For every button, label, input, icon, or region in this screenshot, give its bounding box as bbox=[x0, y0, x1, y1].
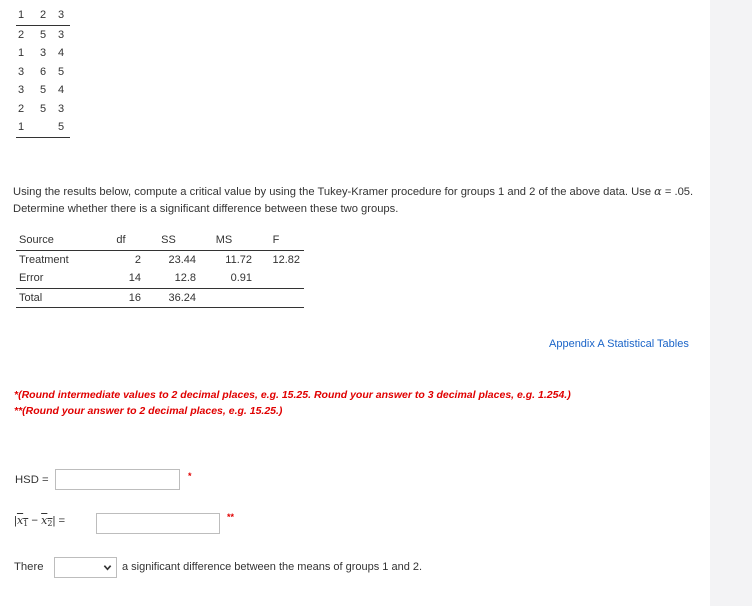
group-cell bbox=[34, 118, 52, 137]
question-prompt bbox=[13, 183, 703, 218]
hsd-mark: * bbox=[188, 471, 192, 481]
right-gutter bbox=[710, 0, 752, 606]
anova-header-ms: MS bbox=[196, 231, 252, 250]
group-header-row bbox=[16, 6, 70, 25]
group-cell: 3 bbox=[18, 84, 25, 97]
anova-row-treatment bbox=[16, 250, 304, 269]
group-cell: 1 bbox=[16, 118, 34, 137]
rounding-instructions bbox=[14, 387, 571, 419]
anova-row-error bbox=[16, 269, 304, 288]
anova-cell-ms: 0.91 bbox=[196, 269, 252, 288]
group-cell: 3 bbox=[18, 65, 25, 78]
anova-header-row bbox=[16, 231, 304, 250]
mean-diff-input[interactable] bbox=[96, 513, 220, 534]
group-cell: 5 bbox=[39, 28, 47, 41]
chevron-down-icon bbox=[103, 563, 112, 572]
abs-bar-right: | bbox=[52, 515, 56, 527]
anova-cell-source: Treatment bbox=[19, 253, 69, 266]
group-cell: 6 bbox=[39, 65, 47, 78]
anova-header-f: F bbox=[252, 231, 304, 250]
anova-cell-df: 14 bbox=[101, 269, 141, 288]
anova-cell-ss: 23.44 bbox=[168, 253, 196, 266]
anova-header-source: Source bbox=[16, 231, 101, 250]
group-row bbox=[16, 63, 70, 82]
group-cell: 3 bbox=[57, 28, 65, 41]
there-label: There bbox=[14, 561, 44, 573]
anova-row-total bbox=[16, 288, 304, 308]
xbar-1: $x_1$ bbox=[16, 514, 29, 528]
mean-diff-mark: ** bbox=[227, 512, 235, 522]
group-cell: 4 bbox=[57, 84, 65, 97]
prompt-text-after: = .05. Determine whether there is a significant difference between these two groups. bbox=[13, 186, 694, 215]
equals-sign: = bbox=[58, 515, 66, 527]
group-cell: 1 bbox=[18, 47, 25, 60]
anova-cell-f: 12.82 bbox=[272, 253, 300, 266]
group-row bbox=[16, 100, 70, 119]
group-cell: 2 bbox=[18, 102, 25, 115]
appendix-link[interactable]: Appendix A Statistical Tables bbox=[549, 338, 689, 350]
group-row bbox=[16, 118, 70, 137]
hsd-label: HSD = bbox=[15, 474, 49, 486]
anova-header-df: df bbox=[101, 231, 141, 250]
anova-cell-f bbox=[252, 269, 304, 288]
group-cell: 5 bbox=[52, 118, 70, 137]
minus-sign: − bbox=[31, 515, 38, 527]
group-row bbox=[16, 25, 70, 44]
group-data-table bbox=[16, 6, 70, 138]
significance-select[interactable] bbox=[54, 557, 117, 578]
anova-cell-ss: 12.8 bbox=[141, 269, 196, 288]
group-cell: 5 bbox=[39, 102, 47, 115]
anova-cell-source: Total bbox=[16, 288, 101, 308]
xbar-2: $x_2$ bbox=[41, 514, 53, 528]
instruction-line-1: *(Round intermediate values to 2 decimal places, e.g. 15.25. Round your answer to 3 decimal places, e.g. 1.254.) bbox=[14, 389, 571, 401]
group-cell: 2 bbox=[18, 28, 25, 41]
group-row bbox=[16, 81, 70, 100]
group-cell: 3 bbox=[57, 102, 65, 115]
group-header-2: 2 bbox=[34, 6, 52, 25]
conclusion-text: a significant difference between the means of groups 1 and 2. bbox=[122, 561, 423, 573]
mean-diff-label bbox=[14, 514, 65, 528]
abs-bar-left: | bbox=[14, 515, 17, 527]
alpha-symbol: α bbox=[654, 185, 662, 198]
anova-cell-ms: 11.72 bbox=[225, 253, 252, 266]
group-cell: 3 bbox=[39, 47, 47, 60]
group-cell: 5 bbox=[57, 65, 65, 78]
group-cell: 4 bbox=[57, 47, 65, 60]
anova-cell-source: Error bbox=[16, 269, 101, 288]
anova-cell-ss: 36.24 bbox=[141, 288, 196, 308]
hsd-input[interactable] bbox=[55, 469, 180, 490]
group-row bbox=[16, 44, 70, 63]
anova-cell-df: 16 bbox=[101, 288, 141, 308]
group-header-3: 3 bbox=[52, 6, 70, 25]
anova-header-ss: SS bbox=[141, 231, 196, 250]
group-cell: 5 bbox=[39, 84, 47, 97]
instruction-line-2: **(Round your answer to 2 decimal places, e.g. 15.25.) bbox=[14, 405, 283, 417]
anova-table bbox=[16, 231, 304, 308]
prompt-text-before: Using the results below, compute a critical value by using the Tukey-Kramer procedure for groups 1 and 2 of the above data. Use bbox=[13, 186, 655, 198]
anova-cell-f bbox=[252, 288, 304, 308]
anova-cell-ms bbox=[196, 288, 252, 308]
anova-cell-df: 2 bbox=[134, 253, 141, 266]
group-header-1: 1 bbox=[16, 6, 34, 25]
